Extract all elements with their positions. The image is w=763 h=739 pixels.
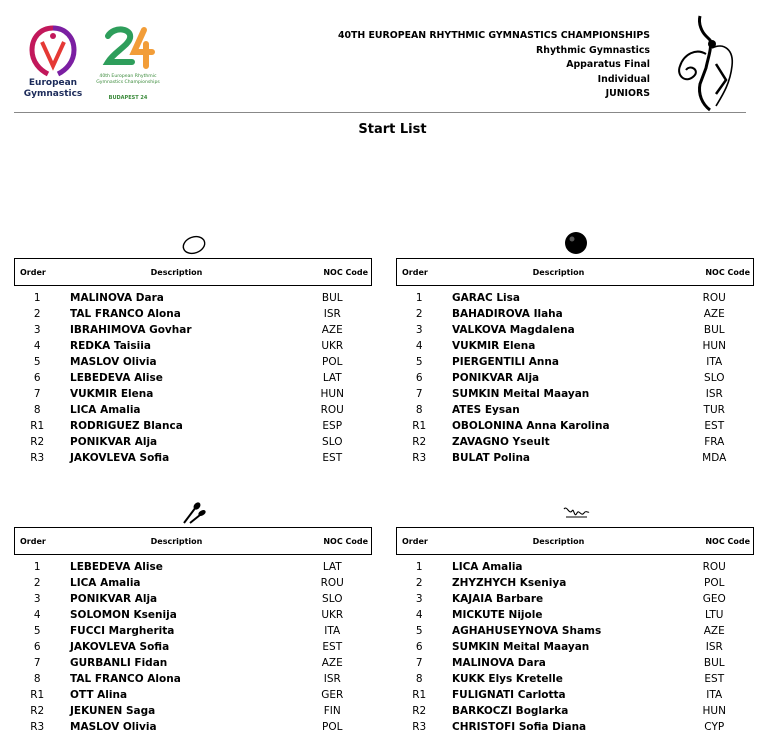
- table-row: [397, 639, 754, 655]
- order-cell: 6: [33, 372, 41, 384]
- noc-code: HUN: [702, 340, 726, 352]
- table-row: [15, 655, 372, 671]
- order-cell: 7: [415, 388, 423, 400]
- noc-code: GER: [321, 689, 344, 701]
- table-row: [15, 286, 372, 307]
- table-row: [397, 418, 754, 434]
- table-row: [397, 338, 754, 354]
- order-cell: R1: [30, 689, 45, 701]
- noc-code: FIN: [323, 705, 341, 717]
- order-cell: 3: [33, 324, 41, 336]
- european-gymnastics-logo: [22, 22, 84, 104]
- noc-code: EST: [704, 673, 725, 685]
- athlete-name: VALKOVA Magdalena: [452, 324, 575, 336]
- column-order: Order: [15, 259, 61, 286]
- order-cell: 7: [415, 657, 423, 669]
- table-row: [397, 322, 754, 338]
- table-row: [397, 286, 754, 307]
- athlete-name: MASLOV Olivia: [70, 356, 157, 368]
- championship-small-text: 40th European Rhythmic Gymnastics Championships: [96, 74, 160, 85]
- noc-code: ISR: [705, 641, 723, 653]
- order-cell: 8: [33, 404, 41, 416]
- athlete-name: LICA Amalia: [70, 404, 141, 416]
- noc-code: MDA: [702, 452, 727, 464]
- order-cell: 2: [415, 308, 423, 320]
- column-description: Description: [442, 259, 675, 286]
- order-cell: 1: [415, 561, 423, 573]
- athlete-name: BULAT Polina: [452, 452, 531, 464]
- category: JUNIORS: [605, 88, 650, 99]
- noc-code: ESP: [322, 420, 343, 432]
- order-cell: 2: [415, 577, 423, 589]
- noc-code: ISR: [323, 308, 341, 320]
- noc-code: BUL: [321, 292, 343, 304]
- athlete-name: TAL FRANCO Alona: [70, 308, 181, 320]
- athlete-name: IBRAHIMOVA Govhar: [70, 324, 192, 336]
- header-divider: [14, 112, 746, 113]
- athlete-name: LEBEDEVA Alise: [70, 561, 163, 573]
- noc-code: LTU: [704, 609, 724, 621]
- order-cell: 3: [415, 324, 423, 336]
- order-cell: R1: [30, 420, 45, 432]
- athlete-name: ZAVAGNO Yseult: [452, 436, 550, 448]
- noc-code: ROU: [320, 404, 344, 416]
- table-row: [397, 354, 754, 370]
- order-cell: 6: [33, 641, 41, 653]
- column-noc: NOC Code: [293, 528, 372, 555]
- athlete-name: PONIKVAR Alja: [70, 593, 158, 605]
- table-row: [397, 687, 754, 703]
- table-row: [15, 450, 372, 466]
- athlete-name: ATES Eysan: [452, 404, 520, 416]
- table-row: [15, 671, 372, 687]
- noc-code: UKR: [321, 609, 344, 621]
- athlete-name: PONIKVAR Alja: [70, 436, 158, 448]
- order-cell: R1: [412, 689, 427, 701]
- table-row: [397, 434, 754, 450]
- noc-code: AZE: [321, 324, 343, 336]
- athlete-name: GARAC Lisa: [452, 292, 520, 304]
- order-cell: 8: [33, 673, 41, 685]
- table-row: [15, 623, 372, 639]
- order-cell: 3: [415, 593, 423, 605]
- noc-code: POL: [322, 721, 343, 733]
- noc-code: ITA: [706, 356, 723, 368]
- table-row: [15, 687, 372, 703]
- order-cell: 6: [415, 372, 423, 384]
- european-gymnastics-emblem-icon: [22, 22, 84, 78]
- column-order: Order: [397, 259, 443, 286]
- athlete-name: CHRISTOFI Sofia Diana: [452, 721, 587, 733]
- order-cell: 1: [415, 292, 423, 304]
- table-row: [15, 719, 372, 735]
- column-description: Description: [60, 259, 293, 286]
- table-row: [15, 386, 372, 402]
- athlete-name: FUCCI Margherita: [70, 625, 175, 637]
- athlete-name: KAJAIA Barbare: [452, 593, 544, 605]
- table-row: [15, 555, 372, 576]
- table-row: [15, 370, 372, 386]
- athlete-name: OBOLONINA Anna Karolina: [452, 420, 610, 432]
- noc-code: HUN: [702, 705, 726, 717]
- athlete-name: BAHADIROVA Ilaha: [452, 308, 563, 320]
- ribbon-start-list: [396, 527, 754, 735]
- athlete-name: SOLOMON Ksenija: [70, 609, 177, 621]
- discipline: Rhythmic Gymnastics: [536, 44, 650, 56]
- table-row: [397, 306, 754, 322]
- order-cell: R3: [30, 452, 45, 464]
- noc-code: AZE: [321, 657, 343, 669]
- column-noc: NOC Code: [675, 528, 754, 555]
- noc-code: CYP: [704, 721, 725, 733]
- table-row: [397, 370, 754, 386]
- order-cell: R2: [412, 705, 427, 717]
- noc-code: LAT: [322, 561, 342, 573]
- athlete-name: JAKOVLEVA Sofia: [70, 641, 170, 653]
- noc-code: AZE: [703, 308, 725, 320]
- column-noc: NOC Code: [675, 259, 754, 286]
- athlete-name: VUKMIR Elena: [452, 340, 536, 352]
- table-row: [15, 575, 372, 591]
- order-cell: 2: [33, 577, 41, 589]
- athlete-name: MASLOV Olivia: [70, 721, 157, 733]
- athlete-name: MALINOVA Dara: [70, 292, 164, 304]
- table-row: [397, 386, 754, 402]
- table-row: [15, 354, 372, 370]
- athlete-name: MICKUTE Nijole: [452, 609, 543, 621]
- athlete-name: ZHYZHYCH Kseniya: [452, 577, 567, 589]
- clubs-start-list: [14, 527, 372, 735]
- event-phase: Apparatus Final: [566, 59, 650, 70]
- table-row: [397, 719, 754, 735]
- athlete-name: RODRIGUEZ Blanca: [70, 420, 183, 432]
- order-cell: 5: [415, 625, 423, 637]
- noc-code: GEO: [702, 593, 726, 605]
- athlete-name: KUKK Elys Kretelle: [452, 673, 563, 685]
- order-cell: 1: [33, 292, 41, 304]
- table-row: [15, 418, 372, 434]
- athlete-name: PIERGENTILI Anna: [452, 356, 559, 368]
- table-row: [397, 703, 754, 719]
- order-cell: 3: [33, 593, 41, 605]
- order-cell: R3: [412, 452, 427, 464]
- order-cell: 2: [33, 308, 41, 320]
- order-cell: 6: [415, 641, 423, 653]
- athlete-name: GURBANLI Fidan: [70, 657, 168, 669]
- header-info: [338, 29, 650, 102]
- order-cell: 8: [415, 673, 423, 685]
- table-row: [15, 703, 372, 719]
- noc-code: ITA: [706, 689, 723, 701]
- table-row: [397, 575, 754, 591]
- order-cell: 5: [33, 356, 41, 368]
- clubs-icon: [178, 501, 208, 525]
- athlete-name: SUMKIN Meital Maayan: [452, 641, 590, 653]
- noc-code: BUL: [703, 657, 725, 669]
- column-order: Order: [397, 528, 443, 555]
- order-cell: R2: [30, 436, 45, 448]
- noc-code: EST: [704, 420, 725, 432]
- order-cell: 4: [415, 340, 423, 352]
- table-row: [15, 402, 372, 418]
- noc-code: EST: [322, 641, 343, 653]
- order-cell: 5: [33, 625, 41, 637]
- order-cell: 1: [33, 561, 41, 573]
- budapest-24-emblem-icon: [96, 22, 160, 72]
- table-row: [15, 306, 372, 322]
- noc-code: AZE: [703, 625, 725, 637]
- table-row: [15, 338, 372, 354]
- athlete-name: BARKOCZI Boglarka: [452, 705, 569, 717]
- column-description: Description: [60, 528, 293, 555]
- noc-code: FRA: [704, 436, 725, 448]
- order-cell: R2: [412, 436, 427, 448]
- athlete-name: JAKOVLEVA Sofia: [70, 452, 170, 464]
- ball-start-list: [396, 258, 754, 466]
- noc-code: ROU: [702, 561, 726, 573]
- european-gymnastics-text: European Gymnastics: [23, 78, 83, 99]
- order-cell: 7: [33, 388, 41, 400]
- athlete-name: FULIGNATI Carlotta: [452, 689, 566, 701]
- order-cell: 4: [33, 340, 41, 352]
- table-row: [397, 591, 754, 607]
- column-description: Description: [442, 528, 675, 555]
- noc-code: UKR: [321, 340, 344, 352]
- order-cell: R2: [30, 705, 45, 717]
- athlete-name: AGHAHUSEYNOVA Shams: [452, 625, 602, 637]
- athlete-name: JEKUNEN Saga: [70, 705, 156, 717]
- athlete-name: TAL FRANCO Alona: [70, 673, 181, 685]
- athlete-name: MALINOVA Dara: [452, 657, 546, 669]
- noc-code: ISR: [323, 673, 341, 685]
- table-row: [397, 655, 754, 671]
- order-cell: R1: [412, 420, 427, 432]
- championship-title: 40TH EUROPEAN RHYTHMIC GYMNASTICS CHAMPIONSHIPS: [337, 30, 650, 41]
- table-row: [397, 450, 754, 466]
- athlete-name: REDKA Taisiia: [70, 340, 151, 352]
- athlete-name: LICA Amalia: [452, 561, 523, 573]
- table-row: [15, 322, 372, 338]
- noc-code: LAT: [322, 372, 342, 384]
- table-row: [15, 639, 372, 655]
- noc-code: ROU: [320, 577, 344, 589]
- table-row: [397, 623, 754, 639]
- athlete-name: LICA Amalia: [70, 577, 141, 589]
- noc-code: SLO: [322, 436, 343, 448]
- table-row: [397, 402, 754, 418]
- hoop-start-list: [14, 258, 372, 466]
- athlete-name: VUKMIR Elena: [70, 388, 154, 400]
- hoop-icon: [179, 233, 209, 257]
- athlete-name: LEBEDEVA Alise: [70, 372, 163, 384]
- noc-code: POL: [322, 356, 343, 368]
- noc-code: BUL: [703, 324, 725, 336]
- column-order: Order: [15, 528, 61, 555]
- event-type: Individual: [597, 73, 650, 85]
- budapest-label: BUDAPEST 24: [108, 95, 148, 101]
- order-cell: 5: [415, 356, 423, 368]
- noc-code: TUR: [703, 404, 725, 416]
- noc-code: ISR: [705, 388, 723, 400]
- ribbon-icon: [561, 501, 591, 525]
- ball-icon: [561, 231, 591, 255]
- noc-code: SLO: [704, 372, 725, 384]
- table-row: [15, 591, 372, 607]
- order-cell: 4: [33, 609, 41, 621]
- noc-code: POL: [704, 577, 725, 589]
- table-row: [15, 607, 372, 623]
- noc-code: ITA: [324, 625, 341, 637]
- table-row: [15, 434, 372, 450]
- noc-code: ROU: [702, 292, 726, 304]
- table-row: [397, 555, 754, 576]
- order-cell: 4: [415, 609, 423, 621]
- order-cell: 8: [415, 404, 423, 416]
- gymnast-silhouette-icon: [672, 14, 742, 112]
- page-title: Start List: [358, 122, 427, 137]
- noc-code: HUN: [320, 388, 344, 400]
- order-cell: 7: [33, 657, 41, 669]
- column-noc: NOC Code: [293, 259, 372, 286]
- table-row: [397, 671, 754, 687]
- athlete-name: SUMKIN Meital Maayan: [452, 388, 590, 400]
- athlete-name: OTT Alina: [70, 689, 128, 701]
- order-cell: R3: [30, 721, 45, 733]
- athlete-name: PONIKVAR Alja: [452, 372, 540, 384]
- order-cell: R3: [412, 721, 427, 733]
- noc-code: SLO: [322, 593, 343, 605]
- noc-code: EST: [322, 452, 343, 464]
- table-row: [397, 607, 754, 623]
- budapest-24-logo: [96, 22, 160, 104]
